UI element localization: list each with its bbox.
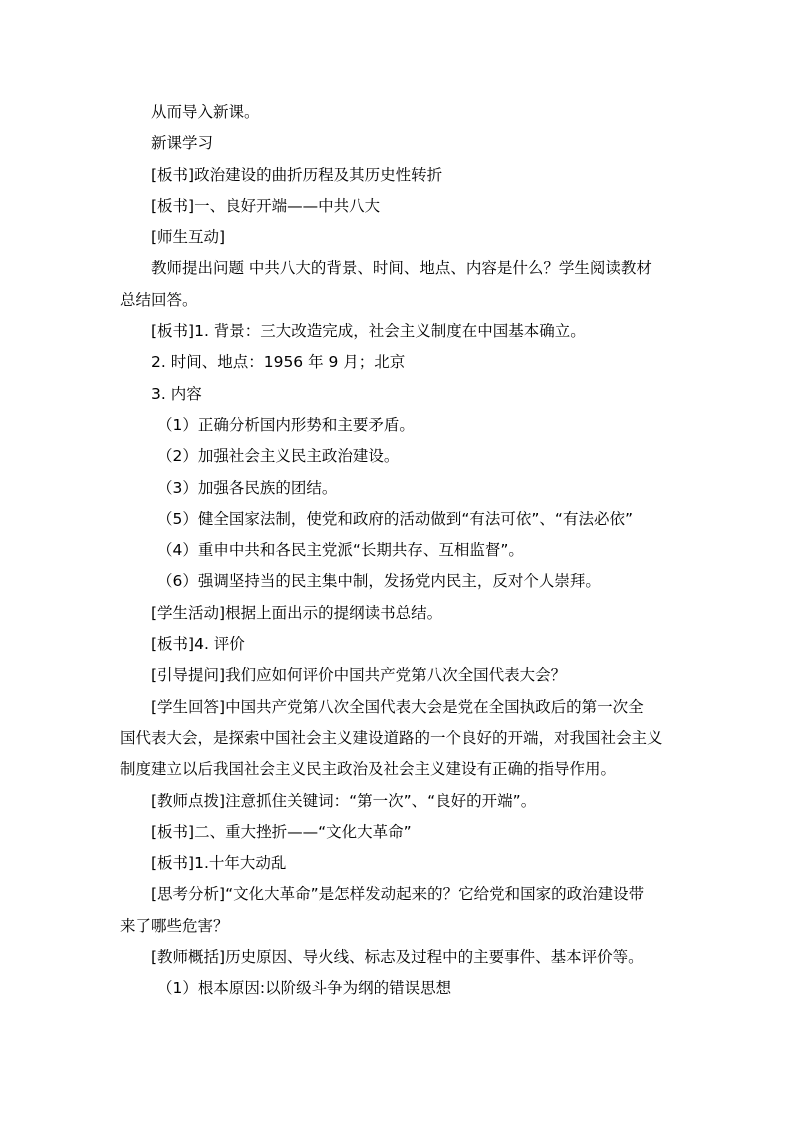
- text-line: 制度建立以后我国社会主义民主政治及社会主义建设有正确的指导作用。: [120, 760, 617, 779]
- text-line: 2. 时间、地点：1956 年 9 月；北京: [151, 353, 406, 372]
- text-line: [板书]1.十年大动乱: [151, 854, 287, 873]
- text-line: 3. 内容: [151, 384, 202, 403]
- text-line: （6）强调坚持当的民主集中制，发扬党内民主，反对个人崇拜。: [157, 572, 601, 591]
- text-line: 教师提出问题 中共八大的背景、时间、地点、内容是什么？学生阅读教材: [151, 259, 652, 278]
- text-line: 来了哪些危害？: [120, 916, 229, 935]
- text-line: （5）健全国家法制，使党和政府的活动做到“有法可依”、“有法必依”: [157, 509, 633, 528]
- text-line: [思考分析]“文化大革命”是怎样发动起来的？它给党和国家的政治建设带: [151, 885, 645, 904]
- text-line: 总结回答。: [120, 290, 198, 309]
- text-line: [板书]二、重大挫折——“文化大革命”: [151, 822, 412, 841]
- document-body: [120, 97, 680, 1005]
- text-line: [板书]政治建设的曲折历程及其历史性转折: [151, 165, 443, 184]
- text-line: [师生互动]: [151, 228, 226, 247]
- text-line: [学生活动]根据上面出示的提纲读书总结。: [151, 603, 443, 622]
- text-line: [板书]一、良好开端——中共八大: [151, 196, 381, 215]
- text-line: 国代表大会，是探索中国社会主义建设道路的一个良好的开端，对我国社会主义: [120, 728, 663, 747]
- text-line: （1）根本原因:以阶级斗争为纲的错误思想: [157, 979, 452, 998]
- text-line: [学生回答]中国共产党第八次全国代表大会是党在全国执政后的第一次全: [151, 697, 644, 716]
- text-line: [引导提问]我们应如何评价中国共产党第八次全国代表大会？: [151, 666, 567, 685]
- text-line: [教师概括]历史原因、导火线、标志及过程中的主要事件、基本评价等。: [151, 948, 644, 967]
- text-line: 从而导入新课。: [151, 103, 260, 121]
- text-line: 新课学习: [151, 134, 214, 153]
- text-line: （2）加强社会主义民主政治建设。: [157, 447, 400, 466]
- text-line: （3）加强各民族的团结。: [157, 478, 338, 497]
- text-line: [板书]1. 背景：三大改造完成，社会主义制度在中国基本确立。: [151, 322, 586, 341]
- text-line: [教师点拨]注意抓住关键词：“第一次”、“良好的开端”。: [151, 791, 537, 810]
- text-line: （4）重申中共和各民主党派“长期共存、互相监督”。: [157, 541, 524, 560]
- text-line: [板书]4. 评价: [151, 635, 245, 654]
- text-line: （1）正确分析国内形势和主要矛盾。: [157, 415, 415, 434]
